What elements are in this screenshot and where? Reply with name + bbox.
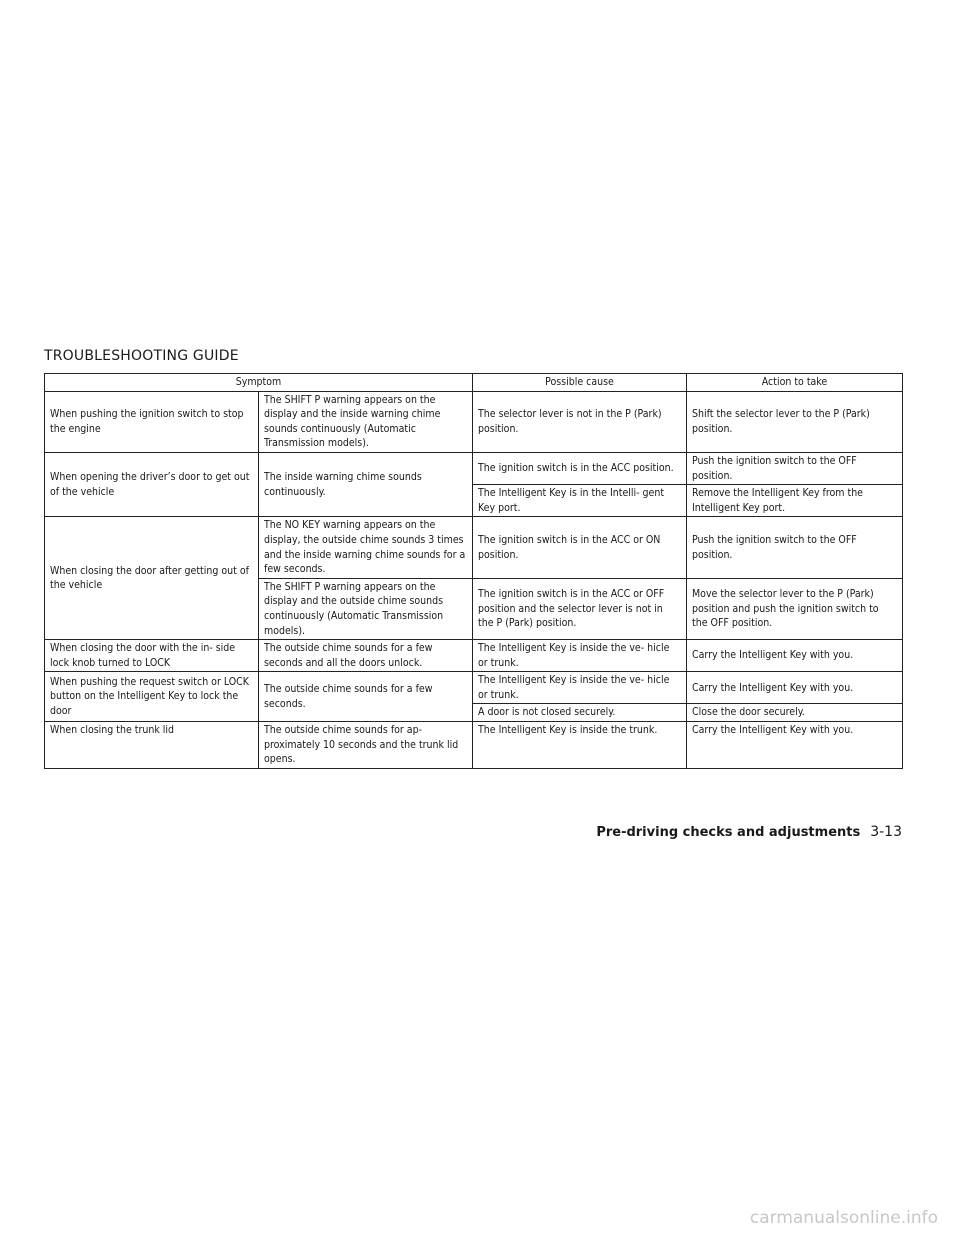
table-row bbox=[45, 391, 903, 452]
section-title: Pre-driving checks and adjustments bbox=[596, 825, 861, 840]
action-cell: Push the ignition switch to the OFF position. bbox=[687, 452, 903, 484]
symptom-cell: When closing the door after getting out of the vehicle bbox=[45, 517, 259, 640]
possible-cause-cell: The ignition switch is in the ACC or ON position. bbox=[473, 517, 687, 578]
symptom-cell: When closing the trunk lid bbox=[45, 722, 259, 769]
cause-detail-cell: The outside chime sounds for ap- proximately 10 seconds and the trunk lid opens. bbox=[259, 722, 473, 769]
possible-cause-cell: The Intelligent Key is inside the ve- hicle or trunk. bbox=[473, 640, 687, 672]
page-footer bbox=[596, 824, 902, 840]
cause-detail-cell: The NO KEY warning appears on the display, the outside chime sounds 3 times and the inside warning chime sounds for a few seconds. bbox=[259, 517, 473, 578]
possible-cause-cell: The selector lever is not in the P (Park) position. bbox=[473, 391, 687, 452]
action-cell: Carry the Intelligent Key with you. bbox=[687, 722, 903, 769]
possible-cause-cell: A door is not closed securely. bbox=[473, 704, 687, 722]
action-cell: Move the selector lever to the P (Park) position and push the ignition switch to the OFF position. bbox=[687, 578, 903, 639]
possible-cause-cell: The Intelligent Key is inside the ve- hicle or trunk. bbox=[473, 672, 687, 704]
cause-detail-cell: The SHIFT P warning appears on the display and the outside chime sounds continuously (Automatic Transmission models). bbox=[259, 578, 473, 639]
cause-detail-cell: The outside chime sounds for a few seconds. bbox=[259, 672, 473, 722]
table-row bbox=[45, 640, 903, 672]
action-cell: Close the door securely. bbox=[687, 704, 903, 722]
action-cell: Carry the Intelligent Key with you. bbox=[687, 672, 903, 704]
table-header-row bbox=[45, 374, 903, 392]
possible-cause-cell: The Intelligent Key is in the Intelli- gent Key port. bbox=[473, 485, 687, 517]
cause-detail-cell: The SHIFT P warning appears on the display and the inside warning chime sounds continuously (Automatic Transmission models). bbox=[259, 391, 473, 452]
page-title: TROUBLESHOOTING GUIDE bbox=[44, 348, 239, 364]
watermark: carmanualsonline.info bbox=[749, 1208, 938, 1228]
action-cell: Carry the Intelligent Key with you. bbox=[687, 640, 903, 672]
header-action: Action to take bbox=[687, 374, 903, 392]
table-row bbox=[45, 452, 903, 484]
action-cell: Shift the selector lever to the P (Park) position. bbox=[687, 391, 903, 452]
symptom-cell: When closing the door with the in- side lock knob turned to LOCK bbox=[45, 640, 259, 672]
table-row bbox=[45, 672, 903, 704]
table-row bbox=[45, 517, 903, 578]
symptom-cell: When pushing the ignition switch to stop the engine bbox=[45, 391, 259, 452]
header-symptom: Symptom bbox=[45, 374, 473, 392]
possible-cause-cell: The Intelligent Key is inside the trunk. bbox=[473, 722, 687, 769]
possible-cause-cell: The ignition switch is in the ACC position. bbox=[473, 452, 687, 484]
cause-detail-cell: The outside chime sounds for a few seconds and all the doors unlock. bbox=[259, 640, 473, 672]
header-cause: Possible cause bbox=[473, 374, 687, 392]
table-row bbox=[45, 722, 903, 769]
action-cell: Remove the Intelligent Key from the Intelligent Key port. bbox=[687, 485, 903, 517]
action-cell: Push the ignition switch to the OFF position. bbox=[687, 517, 903, 578]
troubleshooting-table bbox=[44, 373, 903, 769]
page-number: 3-13 bbox=[870, 824, 902, 840]
cause-detail-cell: The inside warning chime sounds continuously. bbox=[259, 452, 473, 516]
symptom-cell: When opening the driver’s door to get out of the vehicle bbox=[45, 452, 259, 516]
symptom-cell: When pushing the request switch or LOCK button on the Intelligent Key to lock the door bbox=[45, 672, 259, 722]
possible-cause-cell: The ignition switch is in the ACC or OFF position and the selector lever is not in the P (Park) position. bbox=[473, 578, 687, 639]
